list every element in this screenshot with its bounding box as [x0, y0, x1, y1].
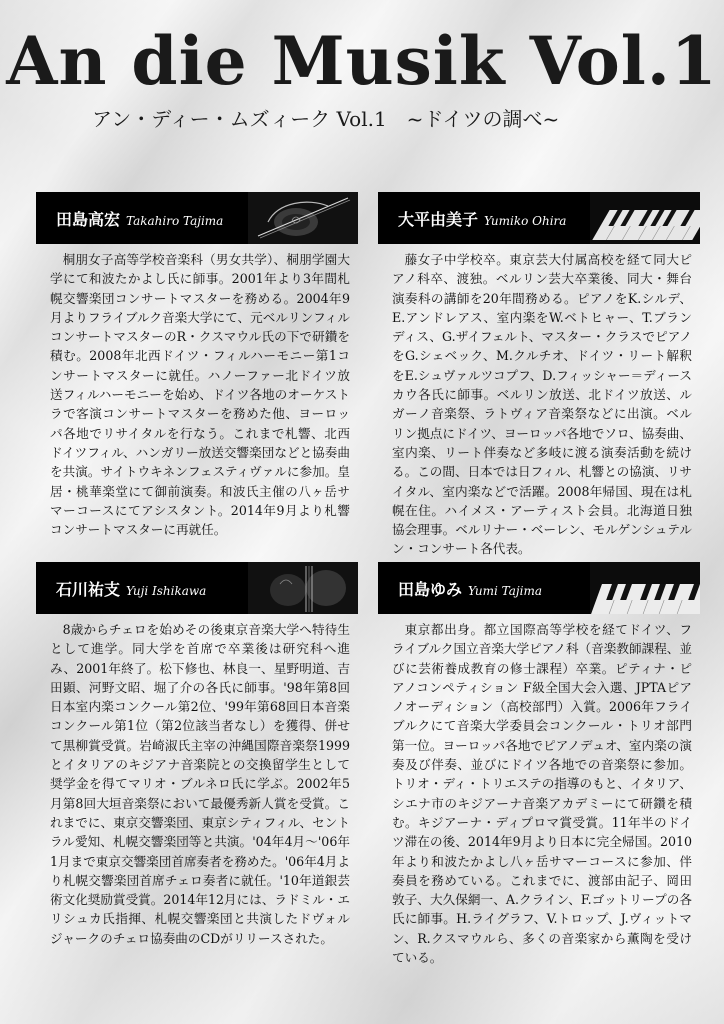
piano-keys-icon [590, 192, 700, 244]
profile-name [56, 577, 206, 600]
profile-name [398, 207, 566, 230]
profile-bio-text: 藤女子中学校卒。東京芸大付属高校を経て同大ピアノ科卒、渡独。ベルリン芸大卒業後、同大・舞台演奏科の講師を20年間務める。ピアノをK.シルデ、E.アンドレアス、室内楽をW.ベトヒャー、T.ブランディス、G.ザイフェルト、マスター・クラスでピアノをG.シェベック、M.クルチオ、ドイツ・リート解釈をE.シュヴァルツコプフ、D.フィッシャー＝ディースカウ各氏に師事。ベルリン放送、北ドイツ放送、ルガーノ音楽祭、ラトヴィア音楽祭などに出演。ベルリン拠点にドイツ、ヨーロッパ各地でソロ、協奏曲、室内楽、リート伴奏など多岐に渡る演奏活動を続ける。この間、日本では日フィル、札響との協演、リサイタル、室内楽などで活躍。2008年帰国、現在は札幌在住。ハイメス・アーティスト会員。北海道日独協会理事。ベルリナー・ベーレン、モルゲンシュテルン・コンサート各代表。 [392, 252, 692, 557]
profile-bio-text: 桐朋女子高等学校音楽科（男女共学）、桐朋学園大学にて和波たかよし氏に師事。2001年より3年間札幌交響楽団コンサートマスターを務める。2004年9月よりフライブルク音楽大学にて、元ベルリンフィルコンサートマスターのR・クスマウル氏の下で研鑽を積む。2008年北西ドイツ・フィルハーモニー第1コンサートマスターに就任。ハノーファー北ドイツ放送フィルハーモニーを始め、ドイツ各地のオーケストラで客演コンサートマスターを務めた他、ヨーロッパ各地でリサイタルを行なう。これまで札響、北西ドイツフィル、ハンガリー放送交響楽団などと協奏曲を共演。サイトウキネンフェスティヴァルに参加。皇居・桃華楽堂にて御前演奏。和波氏主催の八ヶ岳サマーコースにてアシスタント。2014年9月より札響コンサートマスターに再就任。 [50, 252, 350, 538]
cello-icon [248, 562, 358, 614]
profile-card-yumiko-ohira [378, 192, 700, 559]
profile-bio [36, 244, 358, 539]
profile-name-jp: 石川祐支 [56, 580, 121, 599]
profile-bio-text: 8歳からチェロを始めその後東京音楽大学へ特待生として進学。同大学を首席で卒業後は研究科へ進み、2001年終了。松下修也、林良一、星野明道、吉田顕、河野文昭、堀了介の各氏に師事。'98年第8回日本室内楽コンクール第2位、'99年第68回日本音楽コンクール第1位（第2位該当者なし）を獲得、併せて黒柳賞受賞。岩崎淑氏主宰の沖縄国際音楽祭1999とイタリアのキジアナ音楽院との交換留学生として奨学金を得てマリオ・ブルネロ氏に学ぶ。2002年5月第8回大垣音楽祭において最優秀新人賞を受賞。これまでに、東京交響楽団、東京シティフィル、セントラル愛知、札幌交響楽団等と共演。'04年4月～'06年1月まで東京交響楽団首席奏者を務めた。'06年4月より札幌交響楽団首席チェロ奏者に就任。'10年道銀芸術文化奨励賞受賞。2014年12月には、ラドミル・エリシュカ氏指揮、札幌交響楽団と共演したドヴォルジャークのチェロ協奏曲のCDがリリースされた。 [50, 622, 350, 946]
profile-card-takahiro-tajima [36, 192, 358, 539]
profile-name-en: Yuji Ishikawa [126, 584, 207, 598]
profile-header [378, 562, 700, 614]
profile-name-jp: 田島高宏 [56, 210, 121, 229]
profile-bio [36, 614, 358, 948]
page-title: An die Musik Vol.1 [6, 22, 718, 100]
profile-bio-text: 東京都出身。都立国際高等学校を経てドイツ、フライブルク国立音楽大学ピアノ科（音楽教師課程、並びに芸術養成教育の修士課程）卒業。ピティナ・ピアノコンペティション F級全国大会入選、JPTAピアノオーディション（高校部門）入賞。2006年フライブルクにて音楽大学委員会コンクール・トリオ部門第一位。ヨーロッパ各地でピアノデュオ、室内楽の演奏及び伴奏、並びにドイツ各地での音楽祭に参加。トリオ・ディ・トリエステの指導のもと、イタリア、シエナ市のキジアーナ音楽アカデミーにて研鑽を積む。キジアーナ・ディプロマ賞受賞。11年半のドイツ滞在の後、2014年9月より日本に完全帰国。2010年より和波たかよし八ヶ岳サマーコースに参加、伴奏員を務めている。これまでに、渡部由記子、岡田敦子、大久保網一、A.クライン、F.ゴットリープの各氏に師事。H.ライグラフ、V.トロップ、J.ヴィットマン、R.クスマウルら、多くの音楽家から薫陶を受けている。 [392, 622, 692, 966]
violin-icon [248, 192, 358, 244]
profile-header [36, 192, 358, 244]
profile-header [36, 562, 358, 614]
profile-name [56, 207, 223, 230]
profile-name-en: Yumi Tajima [468, 584, 542, 598]
profile-name-en: Takahiro Tajima [126, 214, 224, 228]
page-subtitle: アン・ディー・ムズィーク Vol.1 ~ドイツの調べ~ [92, 107, 560, 131]
profile-bio [378, 614, 700, 967]
profile-name [398, 577, 542, 600]
profile-name-jp: 大平由美子 [398, 210, 479, 229]
profile-bio [378, 244, 700, 559]
profile-card-yumi-tajima [378, 562, 700, 967]
piano-keys-icon [590, 562, 700, 614]
profile-header [378, 192, 700, 244]
profile-card-yuji-ishikawa [36, 562, 358, 948]
profile-name-jp: 田島ゆみ [398, 580, 463, 599]
profile-name-en: Yumiko Ohira [484, 214, 567, 228]
